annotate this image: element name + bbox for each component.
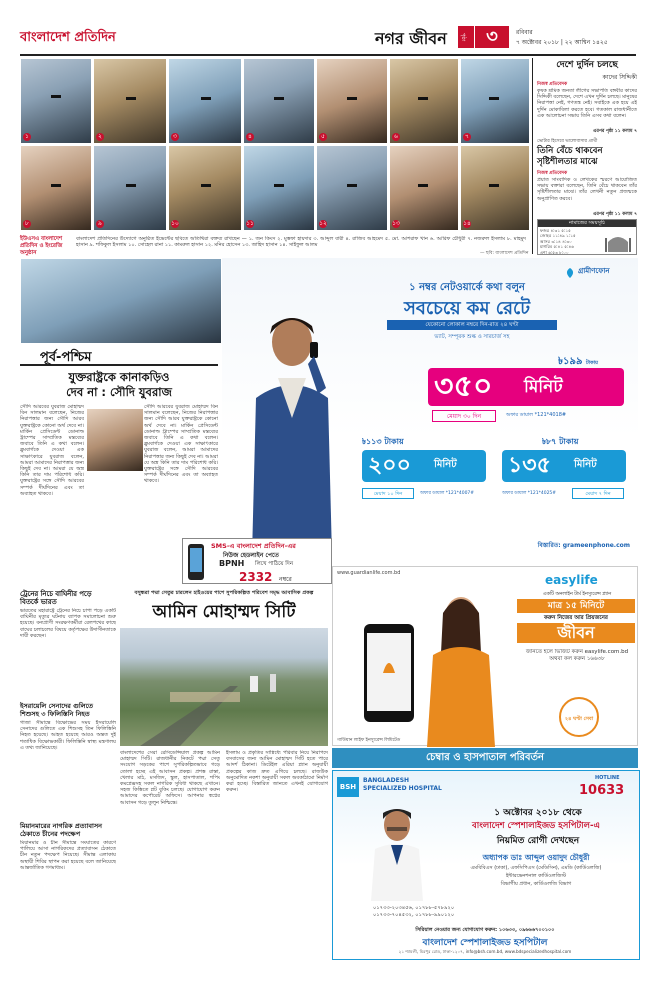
amin-body: বাংলাদেশের সেরা রেসিডেন্সিয়াল প্রকল্প আমিন মোহাম্মদ সিটি। রাজধানীর নিকটে পদ্মা সেতু সংযোগ সড়কের পাশে সুপরিকল্পিতভাবে গড়ে তোলা হচ্ছে এই আবাসন প্রকল্প। প্রশস্ত রাস্তা, খেলার মাঠ, মসজিদ, স্কুল, হাসপাতাল, শপিং কমপ্লেক্সসহ সকল নাগরিক সুবিধা থাকছে এখানে। সহজ কিস্তিতে প্লট বুকিং চলছে। যোগাযোগ করুন আমাদের কর্পোরেট অফিসে। আপনার স্বপ্নের আবাসন গড়ে তুলুন নিশ্চিন্তে।: [120, 750, 220, 806]
offer-secondary: [362, 436, 496, 528]
story-desk: নিজস্ব প্রতিবেদক: [537, 171, 568, 176]
event-photo: ৮: [20, 145, 92, 231]
offer-secondary: [502, 436, 634, 528]
guardian-company: গার্ডিয়ান লাইফ ইনস্যুরেন্স লিমিটেড: [337, 738, 401, 743]
story-headline: তিনি বেঁচে থাকবেন: [537, 146, 603, 156]
story-headline: বিতর্কে ভারত: [20, 598, 57, 606]
phone-number: ০১৭৩৩-২০৩৪৫৬: [373, 905, 412, 911]
gp-sub: যেকোনো লোকাল নম্বরে দিন-রাত ২৪ ঘণ্টা: [387, 320, 557, 330]
hospital-headline: ১ অক্টোবর ২০১৮ থেকে: [494, 808, 582, 818]
story-body: কৃষক শ্রমিক জনতা লীগের সভাপতি বঙ্গবীর কাদের সিদ্দিকী বলেছেন, দেশে এখন দুর্দিন চলছে। মানুষের নিরাপত্তা নেই, গণতন্ত্র নেই। সবাইকে এক হয়ে এই দুর্দিন মোকাবিলা করতে হবে। গতকাল রাজধানীতে এক আলোচনা সভায় তিনি এসব কথা বলেন।: [537, 88, 637, 119]
offer-minutes: ৩৫০: [434, 369, 493, 404]
guardian-url: www.guardianlife.com.bd: [337, 570, 401, 576]
gp-footer: বিস্তারিত: grameenphone.com: [537, 542, 630, 549]
story-block: [20, 590, 116, 920]
story-body: প্রয়াত সাংবাদিক ও লেখকের স্মরণে আয়োজিত সভায় বক্তারা বলেছেন, তিনি বেঁচে থাকবেন তাঁর সৃষ্টিশীলতার মাঝে। তাঁর লেখনী নতুন প্রজন্মকে অনুপ্রাণিত করবে।: [537, 177, 637, 202]
lead-story: [20, 370, 218, 558]
story-headline: ঠেকাতে চীনের পদক্ষেপ: [20, 830, 81, 838]
microphone-icon: [489, 184, 499, 187]
microphone-icon: [126, 97, 136, 100]
sms-number: 2332: [239, 570, 273, 584]
event-photo: ৬: [389, 58, 459, 144]
photo-caption-text: বাংলাদেশ প্রতিদিনের উদ্যোগে অনুষ্ঠিত ইভেন্টের ছবিতে অতিথিরা বক্তব্য রাখছেন — ১. জন কিংস ২. মুস্তফা হায়দার ৩. আব্দুল বারী ৪. রাজিব আহমেদ ৫. মো. আশরাফ খান ৬. আরিফ চৌধুরী ৭. নজরুল ইসলাম ৮. মাহমুদ হাসান ৯. শফিকুল ইসলাম ১০. সোহেল রানা ১১. কামরুল হাসান ১২. মনির হোসেন ১৩. জাহিদ হাসান ১৪. সাইফুল আলম: [76, 236, 526, 249]
microphone-icon: [347, 184, 357, 187]
story-body: গাজা সীমান্তে বিক্ষোভের সময় ইসরায়েলি সেনাদের গুলিতে এক শিশুসহ তিন ফিলিস্তিনি নিহত হয়েছে। আহত হয়েছে আরও অন্তত দুই শতাধিক বিক্ষোভকারী। ফিলিস্তিনি স্বাস্থ্য মন্ত্রণালয় এ তথ্য জানিয়েছে।: [20, 720, 116, 751]
story-headline: মিয়ানমারের নাগরিক প্রত্যাবাসন: [20, 822, 103, 830]
story-body: সৌদি আরবের যুবরাজ মোহাম্মদ বিন সালমান বলেছেন, নিজের নিরাপত্তার জন্য সৌদি আরব যুক্তরাষ্ট্রকে কোনো অর্থ দেবে না। মার্কিন প্রেসিডেন্ট ডোনাল্ড ট্রাম্পের সাম্প্রতিক মন্তব্যের জবাবে তিনি এ কথা বলেন। ব্লুমবার্গকে দেওয়া এক সাক্ষাৎকারে যুবরাজ বলেন, আমরা আমাদের নিরাপত্তার জন্য কিছুই দেব না। আমরা যে অস্ত্র কিনি তার দাম পরিশোধ করি। যুক্তরাষ্ট্রের সঙ্গে সৌদি আরবের সম্পর্ক দীর্ঘদিনের এবং তা অব্যাহত থাকবে।: [20, 404, 84, 497]
offer-validity: মেয়াদ ১০ দিন: [362, 488, 414, 499]
guardian-ad: [332, 566, 638, 746]
story-headline: দেব না : সৌদি যুবরাজ: [66, 385, 172, 399]
sms-line3: লিখে পাঠিয়ে দিন: [255, 561, 294, 567]
microphone-icon: [51, 95, 61, 98]
microphone-icon: [201, 184, 211, 187]
offer-minutes-box: [428, 368, 624, 406]
offer-minutes-box: [362, 450, 486, 482]
masthead-divider: [20, 54, 636, 56]
guardian-headline: জীবন: [517, 623, 635, 643]
photo-strip: [20, 58, 528, 234]
doctor-title: বিভাগীয় প্রধান, কার্ডিওলজি বিভাগ: [500, 881, 572, 887]
microphone-icon: [201, 97, 211, 100]
sms-keyword: BPNH: [219, 559, 245, 568]
amin-city-ad: [120, 590, 328, 920]
event-photo: ৫: [316, 58, 388, 144]
guardian-headline: মাত্র ১৫ মিনিটে: [517, 599, 635, 613]
offer-minutes: ১৩৫: [508, 453, 551, 478]
story-jump: এরপর পৃষ্ঠা ১১ কলাম ৭: [592, 129, 637, 134]
story-byline: কাদের সিদ্দিকী: [602, 74, 637, 81]
microphone-icon: [347, 97, 357, 100]
offer-minutes: ২০০: [368, 453, 411, 478]
guardian-headline: করুন নিজের আর প্রিয়জনের: [544, 615, 608, 621]
doctor-spec: ইন্টারভেনশনাল কার্ডিওলজিস্ট: [505, 873, 567, 879]
offer-validity: মেয়াদ ৩০ দিন: [432, 410, 496, 422]
doctor-photo: [367, 801, 427, 901]
conference-photo: [20, 258, 222, 344]
offer-price: ৳১৯৯ টাকায়: [558, 356, 599, 367]
aerial-photo: [120, 628, 328, 746]
doctor-name: অধ্যাপক ডাঃ আব্দুল ওয়াদুদ চৌধুরী: [482, 853, 590, 862]
phone-number: ০১৭৩৩-৭০৪৫৩২: [373, 912, 412, 918]
prayer-row: ফজর ৪:৩১ ৫:১৫ জোহর ১১:৪৯ ১:১৫ আসর ৩:১৪ ৪:৩০ মাগরিব ৫:৪১ ৫:৪৬ এশা ৬:৫৩ ৮:০০: [540, 228, 576, 255]
event-photo: ৭: [460, 58, 530, 144]
issue-date: ৭ অক্টোবর ২০১৮ | ২২ আশ্বিন ১৪২৫: [516, 39, 608, 46]
hotline-label: HOTLINE: [595, 775, 620, 781]
event-photo: ১২: [316, 145, 388, 231]
offer-minutes-box: [502, 450, 626, 482]
hospital-name: SPECIALIZED HOSPITAL: [363, 785, 442, 792]
hospital-name: BANGLADESH: [363, 777, 410, 784]
prayer-times-title: নামাজের সময়সূচি: [538, 220, 636, 227]
microphone-icon: [126, 184, 136, 187]
column-divider: [532, 58, 533, 254]
story-headline: সৃষ্টিশীলতার মাঝে: [537, 157, 598, 167]
sms-suffix: নম্বরে: [279, 576, 292, 583]
phone-icon: [187, 543, 205, 581]
event-photo: ১১: [243, 145, 315, 231]
microphone-icon: [51, 184, 61, 187]
amin-title: আমিন মোহাম্মদ সিটি: [152, 602, 296, 622]
doctor-degrees: এমবিবিএস (ঢাকা), এফসিপিএস (মেডিসিন), এমডি (কার্ডিওলজি): [470, 865, 602, 871]
offer-unit: মিনিট: [574, 459, 597, 470]
gp-ad: [222, 258, 638, 556]
offer-code: অফার ডায়াল *121*4007#: [420, 491, 475, 496]
hospital-headline: নিয়মিত রোগী দেখছেন: [496, 836, 580, 846]
story-headline: ট্রেনের নিচে বাঘিনীর পড়ে: [20, 590, 92, 598]
offer-validity: মেয়াদ ৭ দিন: [572, 488, 624, 499]
phone-mockup: [363, 623, 415, 723]
microphone-icon: [274, 184, 284, 187]
event-photo: ৩: [168, 58, 242, 144]
section-title: পূর্ব-পশ্চিম: [40, 350, 92, 365]
offer-price: ৳৮৭ টাকায়: [542, 437, 579, 446]
sms-title: SMS-এ বাংলাদেশ প্রতিদিন-এর: [211, 542, 296, 550]
story-headline: যুক্তরাষ্ট্রকে কানাকড়িও: [68, 370, 170, 384]
offer-code: অফার ডায়াল *121*4025#: [502, 491, 557, 496]
offer-code: অফার ডায়াল *121*4018#: [506, 412, 567, 418]
story-body: ভারতের মহারাষ্ট্রে ট্রেনের নিচে চাপা পড়ে একটি বাঘিনীর মৃত্যুর ঘটনায় ব্যাপক সমালোচনা শুরু হয়েছে। বন্যপ্রাণী সংরক্ষণকর্মীরা রেলপথের কাছে বাঘের চলাচলের বিষয়ে কর্তৃপক্ষের উদাসীনতাকে দায়ী করছেন।: [20, 608, 116, 639]
guardian-body: জানতে হলে ভিজিট করুন easylife.com.bd অথবা কল করুন ১৬৬৩৮: [525, 649, 629, 662]
gp-brand: গ্রামীণফোন: [578, 267, 610, 275]
hospital-footer-title: বাংলাদেশ স্পেশালাইজড হসপিটাল: [422, 938, 548, 948]
bsh-logo: BSH: [337, 777, 359, 797]
offer-main: [418, 354, 630, 430]
right-column: [537, 58, 637, 256]
story-body: সৌদি আরবের যুবরাজ মোহাম্মদ বিন সালমান বলেছেন, নিজের নিরাপত্তার জন্য সৌদি আরব যুক্তরাষ্ট্রকে কোনো অর্থ দেবে না। মার্কিন প্রেসিডেন্ট ডোনাল্ড ট্রাম্পের সাম্প্রতিক মন্তব্যের জবাবে তিনি এ কথা বলেন। ব্লুমবার্গকে দেওয়া এক সাক্ষাৎকারে যুবরাজ বলেন, আমরা আমাদের নিরাপত্তার জন্য কিছুই দেব না। আমরা যে অস্ত্র কিনি তার দাম পরিশোধ করি। যুক্তরাষ্ট্রের সঙ্গে সৌদি আরবের সম্পর্ক দীর্ঘদিনের এবং তা অব্যাহত থাকবে।: [144, 404, 218, 485]
hospital-section-header: [332, 748, 638, 768]
woman-photo: [419, 583, 503, 747]
photo-caption-title: ইউএসএ বাংলাদেশ প্রতিদিন ও ইংরেজি অনুষ্ঠান: [20, 236, 63, 256]
event-photo: ১৪: [460, 145, 530, 231]
gp-tagline: ১ নম্বর নেটওয়ার্কে কথা বলুন: [409, 282, 525, 293]
mosque-icon: [604, 232, 632, 252]
event-photo: ১৩: [389, 145, 459, 231]
hotline-number: 10633: [579, 783, 625, 798]
phone-number: ০১৭৮৮-৯৯০১২০: [415, 912, 455, 918]
hospital-section-title: চেম্বার ও হাসপাতাল পরিবর্তন: [425, 752, 545, 763]
offer-price: ৳১১৩ টাকায়: [362, 437, 404, 446]
event-photo: ৯: [93, 145, 167, 231]
phone-number: ০১৭৮৮-৫৭৮৯২০: [415, 905, 455, 911]
gp-sub-note: ভ্যাট, সম্পূরক শুল্ক ও সারচার্জ সহ: [434, 334, 510, 340]
microphone-icon: [418, 184, 428, 187]
story-headline: দেশে দুর্দিন চলছে: [556, 60, 618, 70]
section-header: [20, 348, 218, 366]
story-jump: এরপর পৃষ্ঠা ১১ কলাম ৭: [592, 212, 637, 217]
story-headline: ইসরায়েলি সেনাদের গুলিতে: [20, 702, 94, 710]
microphone-icon: [418, 97, 428, 100]
easylife-logo: easylife: [545, 573, 598, 587]
sms-line2: নিউজ হেডলাইন পেতে: [223, 552, 279, 559]
hospital-footer-call: সিরিয়াল নেওয়ার জন্য যোগাযোগ করুন: ১০৬৩৩, ০৯৬৬৬৭০০১০০: [415, 927, 555, 933]
story-body: মিয়ানমার ও চীন সীমান্তে সংঘাতের কারণে পালিয়ে আসা নাগরিকদের প্রত্যাবাসন ঠেকাতে চীন নতুন পদক্ষেপ নিয়েছে। সীমান্ত এলাকায় অস্থায়ী শিবির স্থাপন করা হয়েছে বলে জানিয়েছে আন্তর্জাতিক গণমাধ্যম।: [20, 840, 116, 871]
gp-headline: সবচেয়ে কম রেটে: [403, 298, 531, 319]
section-name: নগর জীবন: [375, 29, 447, 48]
story-desk: নিজস্ব প্রতিবেদক: [537, 82, 568, 87]
hospital-footer-address: ২১ শ্যামলী, মিরপুর রোড, ঢাকা-১২০৭, info@bsh.com.bd, www.bdspecializedhospital.com: [398, 949, 572, 954]
offer-unit: মিনিট: [524, 377, 563, 397]
crown-prince-photo: [86, 408, 144, 472]
model-photo: [222, 298, 362, 556]
hospital-ad: [332, 770, 640, 960]
event-photo: ২: [93, 58, 167, 144]
badge-icon: ২৪ ঘণ্টা সেবা: [559, 697, 599, 737]
amin-kicker: বসুন্ধরা পদ্মা সেতুর চারলেন হাইওয়ের পাশে সুপরিকল্পিত পরিবেশ সমৃদ্ধ আবাসিক প্রকল্প: [134, 590, 314, 596]
prayer-times-box: [537, 219, 637, 255]
page-label: পৃষ্ঠা: [458, 26, 474, 48]
issue-day: রবিবার: [516, 29, 533, 36]
story-headline: শিশুসহ ৩ ফিলিস্তিনি নিহত: [20, 710, 90, 718]
brand-logo: বাংলাদেশ প্রতিদিন: [20, 30, 116, 45]
hospital-headline: বাংলাদেশ স্পেশালাইজড হসপিটাল-এ: [472, 821, 600, 831]
microphone-icon: [489, 97, 499, 100]
page-number: ৩: [475, 26, 509, 48]
microphone-icon: [274, 97, 284, 100]
offer-unit: মিনিট: [434, 459, 457, 470]
guardian-sub: একটি অনলাইন টার্ম ইনস্যুরেন্স প্ল্যান: [542, 592, 612, 597]
event-photo: ১০: [168, 145, 242, 231]
story-kicker: ভোটার হিসেবে ভালোবাসার প্রার্থী: [537, 139, 598, 144]
gp-logo-icon: [564, 264, 576, 276]
sms-ad: [182, 538, 332, 584]
amin-body: ইসলাম ও প্রকৃতির সান্নিধ্যে পরিবার নিয়ে নিরাপদে বসবাসের জন্য আমিন মোহাম্মদ সিটি হতে পারে আদর্শ ঠিকানা। ডিটেইল এরিয়া প্ল্যান অনুযায়ী প্রকল্পের কাজ দ্রুত এগিয়ে চলছে। রাজউক অনুমোদিত নকশা অনুযায়ী সকল অবকাঠামো নির্মাণ করা হচ্ছে। বিস্তারিত জানতে এখনই যোগাযোগ করুন।: [226, 750, 328, 794]
phone-list: ০১৭৩৩-২০৩৪৫৬, ০১৭৮৮-৫৭৮৯২০ ০১৭৩৩-৭০৪৫৩২, ০১৭৮৮-৯৯০১২০: [373, 905, 455, 918]
masthead: [20, 24, 636, 52]
event-photo: ৪: [243, 58, 315, 144]
event-photo: ১: [20, 58, 92, 144]
photo-caption-credit: — ছবি: বাংলাদেশ প্রতিদিন: [480, 251, 529, 256]
